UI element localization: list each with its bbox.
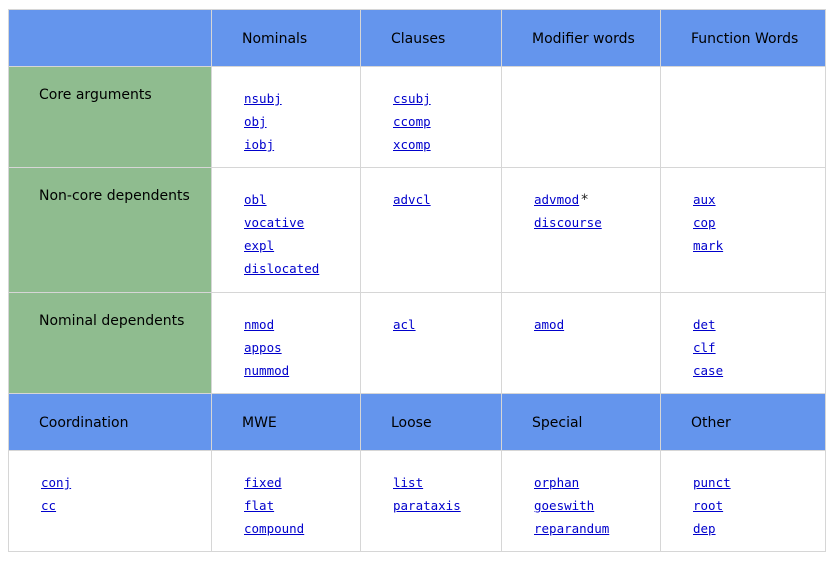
cell-coordination (9, 451, 212, 552)
relation-link[interactable]: amod (534, 317, 565, 332)
col-header-special: Special (502, 394, 661, 451)
col-header-function-words: Function Words (661, 10, 826, 67)
relation-link[interactable]: flat (244, 498, 275, 513)
relation-link[interactable]: csubj (393, 91, 431, 106)
header-row-2 (9, 394, 826, 451)
cell-nomdep-nominals (212, 293, 361, 394)
col-header-nominals: Nominals (212, 10, 361, 67)
relation-link[interactable]: xcomp (393, 137, 431, 152)
relation-link[interactable]: cc (41, 498, 57, 513)
cell-other (661, 451, 826, 552)
relation-link[interactable]: advmod (534, 192, 580, 207)
row-header-nominal-dependents: Nominal dependents (9, 293, 212, 394)
row-core-arguments (9, 67, 826, 168)
row-nominal-dependents (9, 293, 826, 394)
col-header-mwe: MWE (212, 394, 361, 451)
cell-noncore-nominals (212, 168, 361, 293)
row-header-core-arguments: Core arguments (9, 67, 212, 168)
relation-link[interactable]: fixed (244, 475, 282, 490)
cell-noncore-modifiers (502, 168, 661, 293)
relation-link[interactable]: dep (693, 521, 716, 536)
relation-link[interactable]: expl (244, 238, 275, 253)
corner-cell (9, 10, 212, 67)
relation-link[interactable]: dislocated (244, 261, 320, 276)
row-bottom-relations (9, 451, 826, 552)
relation-link[interactable]: root (693, 498, 724, 513)
cell-core-nominals (212, 67, 361, 168)
cell-noncore-clauses (361, 168, 502, 293)
relation-link[interactable]: obj (244, 114, 267, 129)
relation-link[interactable]: goeswith (534, 498, 595, 513)
cell-core-function (661, 67, 826, 168)
relation-link[interactable]: det (693, 317, 716, 332)
relation-link[interactable]: discourse (534, 215, 602, 230)
cell-nomdep-function (661, 293, 826, 394)
col-header-other: Other (661, 394, 826, 451)
relation-link[interactable]: parataxis (393, 498, 461, 513)
relation-link[interactable]: case (693, 363, 724, 378)
relation-link[interactable]: vocative (244, 215, 305, 230)
cell-nomdep-clauses (361, 293, 502, 394)
relation-link[interactable]: mark (693, 238, 724, 253)
relation-link[interactable]: iobj (244, 137, 275, 152)
row-non-core-dependents (9, 168, 826, 293)
relation-link[interactable]: nmod (244, 317, 275, 332)
cell-mwe (212, 451, 361, 552)
cell-nomdep-modifiers (502, 293, 661, 394)
relation-link[interactable]: conj (41, 475, 72, 490)
footnote-marker: * (581, 192, 589, 208)
row-header-non-core-dependents: Non-core dependents (9, 168, 212, 293)
relation-link[interactable]: punct (693, 475, 731, 490)
cell-special (502, 451, 661, 552)
relation-link[interactable]: nummod (244, 363, 290, 378)
cell-core-modifiers (502, 67, 661, 168)
relations-table (8, 9, 826, 552)
cell-core-clauses (361, 67, 502, 168)
cell-loose (361, 451, 502, 552)
relation-link[interactable]: orphan (534, 475, 580, 490)
relation-link[interactable]: cop (693, 215, 716, 230)
relation-link[interactable]: advcl (393, 192, 431, 207)
relation-link[interactable]: aux (693, 192, 716, 207)
relation-link[interactable]: list (393, 475, 424, 490)
relation-link[interactable]: ccomp (393, 114, 431, 129)
col-header-loose: Loose (361, 394, 502, 451)
relation-link[interactable]: reparandum (534, 521, 610, 536)
relation-link[interactable]: acl (393, 317, 416, 332)
relation-link[interactable]: obl (244, 192, 267, 207)
relation-link[interactable]: nsubj (244, 91, 282, 106)
col-header-clauses: Clauses (361, 10, 502, 67)
col-header-modifier-words: Modifier words (502, 10, 661, 67)
col-header-coordination: Coordination (9, 394, 212, 451)
cell-noncore-function (661, 168, 826, 293)
header-row (9, 10, 826, 67)
relation-link[interactable]: appos (244, 340, 282, 355)
relation-link[interactable]: clf (693, 340, 716, 355)
relation-link[interactable]: compound (244, 521, 305, 536)
